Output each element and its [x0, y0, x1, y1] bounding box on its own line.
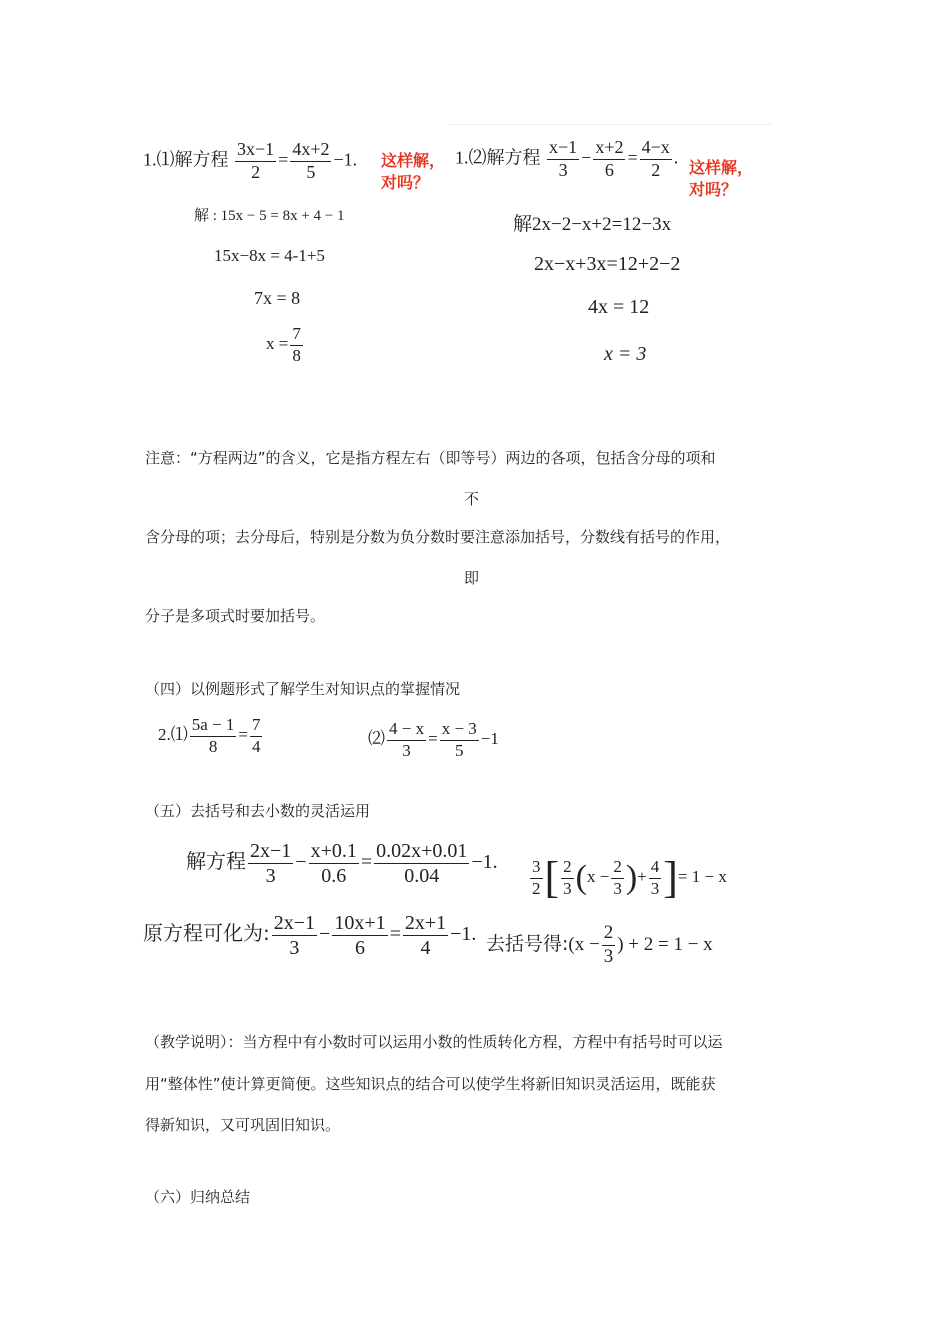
note-line-2: 含分母的项；去分母后，特别是分数为负分数时要注意添加括号，分数线有括号的作用，: [145, 528, 731, 546]
example-1-1-step-2: 15x−8x = 4-1+5: [214, 246, 325, 265]
example-1-1-equation: 1.⑴解方程 $\frac{3x-1}{2}$ = $\frac{4x+2}{5}$ −1.: [143, 139, 358, 182]
example-1-1-final: x = $\frac{7}{8}$: [266, 324, 301, 365]
section-5-equation-4: 去括号得:(x − $\frac{2}{3}$ ) + 2 = 1 − x: [486, 922, 713, 967]
example-1-2-comment: 这样解， 对吗？: [689, 158, 754, 199]
example-1-1-comment: 这样解， 对吗？: [381, 151, 446, 192]
top-divider: [450, 124, 772, 125]
note-line-3: 分子是多项式时要加括号。: [145, 607, 326, 625]
teaching-line-3: 得新知识，又可巩固旧知识。: [145, 1116, 341, 1134]
problem-2-1: 2.⑴ $\frac{5a - 1}{8}$ = $\frac{7}{4}$: [158, 715, 261, 756]
section-5-equation-3: $\frac{3}{2}$ [ $\frac{2}{3}$ (x − $\frac{2}{3}$ )+ $\frac{4}{3}$ ]= 1 − x: [532, 853, 727, 902]
note-line-2b: 即: [464, 569, 480, 587]
section-6-heading: （六）归纳总结: [145, 1188, 251, 1206]
example-1-2-prefix: 1.⑵解方程: [455, 147, 541, 168]
section-5-equation-1: 解方程 $\frac{2x-1}{3}$ − $\frac{x+0.1}{0.6}$ = $\frac{0.02x+0.01}{0.04}$ −1.: [186, 840, 498, 887]
example-1-2-step-3: 4x = 12: [588, 296, 650, 318]
note-line-1b: 不: [464, 490, 480, 508]
example-1-1-prefix: 1.⑴解方程: [143, 149, 229, 170]
example-1-2-step-1: 解2x−2−x+2=12−3x: [513, 214, 672, 235]
example-1-1-step-3: 7x = 8: [254, 288, 301, 308]
example-1-2-step-4: x = 3: [604, 343, 647, 365]
teaching-line-2: 用“整体性”使计算更简便。这些知识点的结合可以使学生将新旧知识灵活运用，既能获: [145, 1075, 716, 1093]
teaching-line-1: （教学说明）：当方程中有小数时可以运用小数的性质转化方程，方程中有括号时可以运: [145, 1033, 723, 1051]
problem-2-2: ⑵ $\frac{4 - x}{3}$ = $\frac{x - 3}{5}$ −1: [368, 719, 499, 760]
section-5-heading: （五）去括号和去小数的灵活运用: [145, 802, 371, 820]
example-1-2-step-2: 2x−x+3x=12+2−2: [534, 253, 681, 275]
section-5-equation-2: 原方程可化为: $\frac{2x-1}{3}$ − $\frac{10x+1}{6}$ = $\frac{2x+1}{4}$ −1.: [143, 912, 477, 959]
example-1-1-step-1: 解 : 15x − 5 = 8x + 4 − 1: [194, 208, 345, 224]
example-1-2-equation: 1.⑵解方程 $\frac{x-1}{3}$ − $\frac{x+2}{6}$ = $\frac{4-x}{2}$ .: [455, 137, 679, 180]
section-4-heading: （四）以例题形式了解学生对知识点的掌握情况: [145, 680, 461, 698]
note-line-1: 注意：“方程两边”的含义，它是指方程左右（即等号）两边的各项，包括含分母的项和: [145, 449, 716, 467]
